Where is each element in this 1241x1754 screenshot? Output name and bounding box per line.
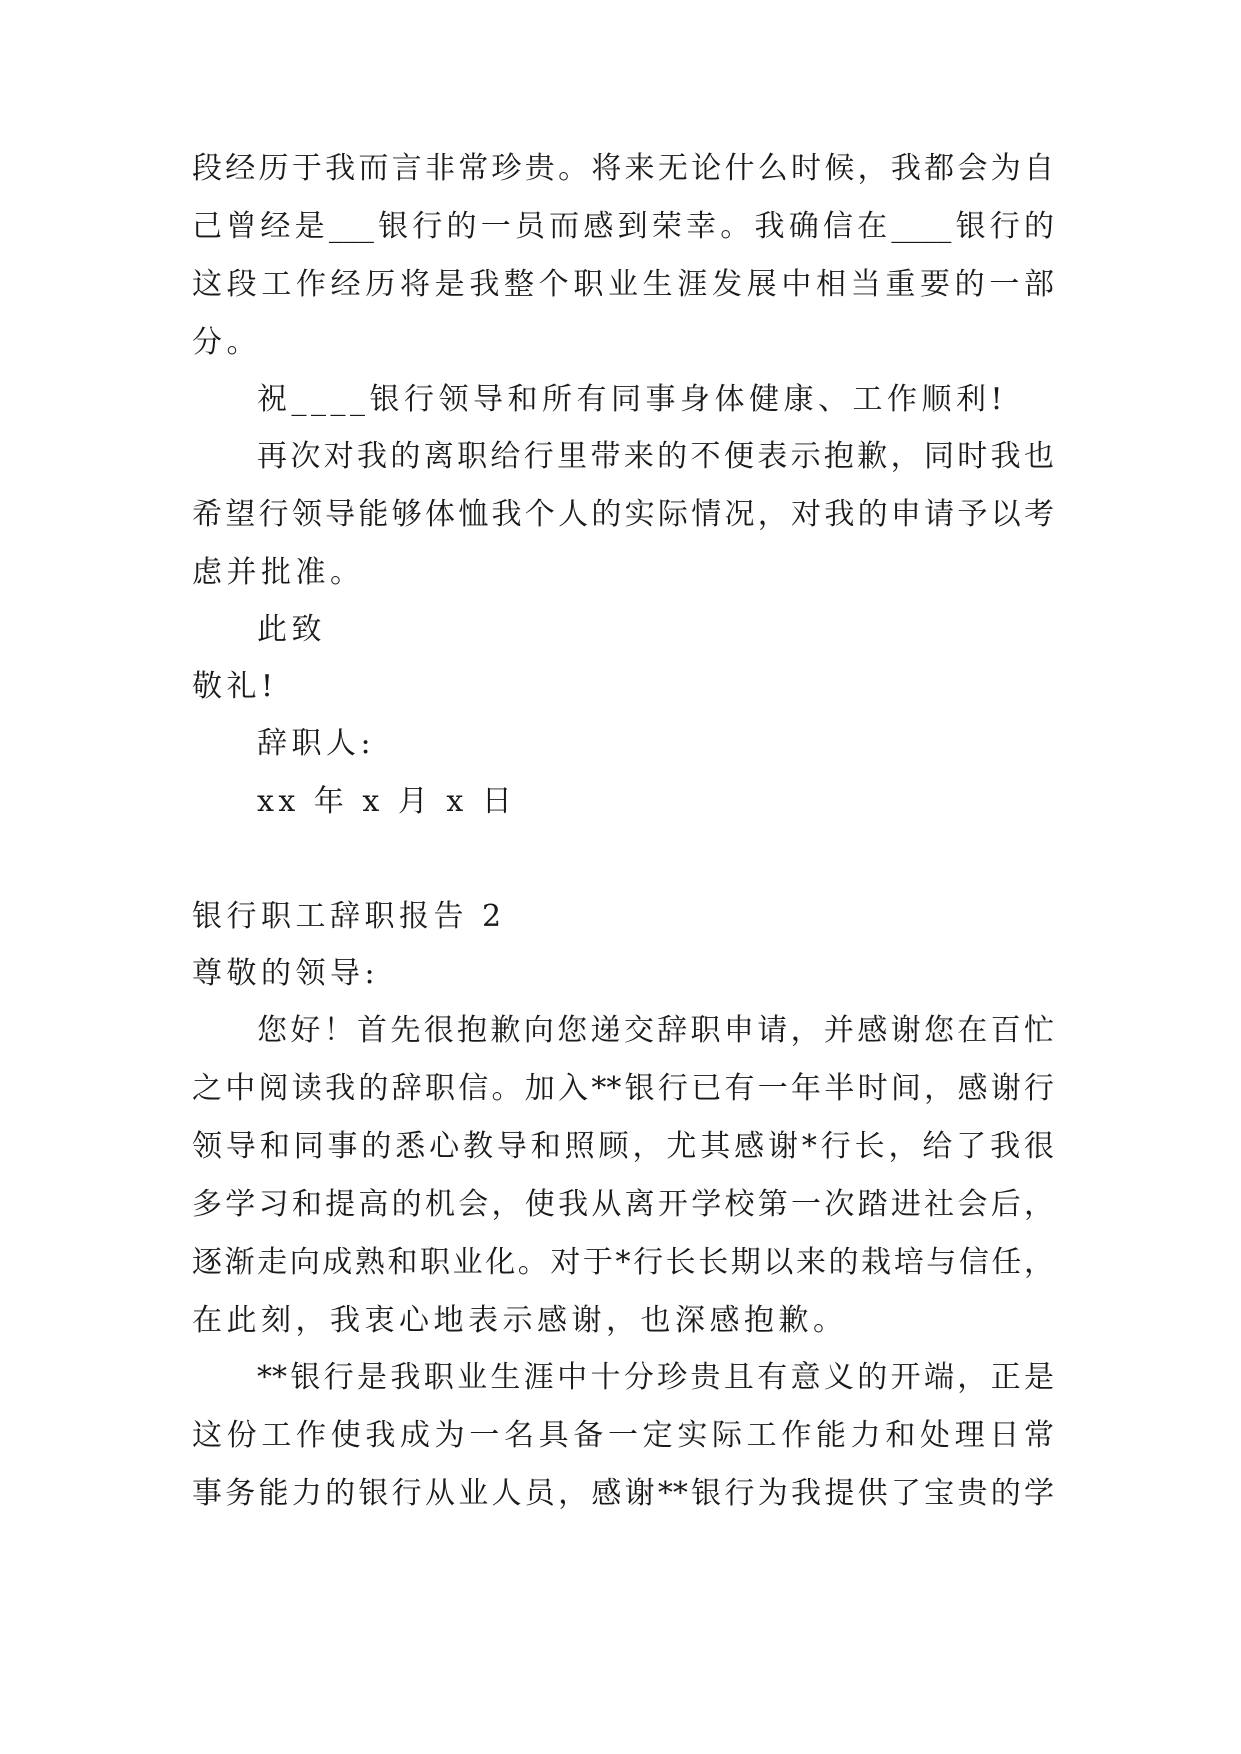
body-text-line: 逐渐走向成熟和职业化。对于*行长长期以来的栽培与信任，	[192, 1245, 1054, 1280]
body-text-line: 己曾经是___银行的一员而感到荣幸。我确信在____银行的	[192, 209, 1054, 244]
section-title: 银行职工辞职报告 2	[192, 899, 506, 934]
body-text-line: 事务能力的银行从业人员，感谢**银行为我提供了宝贵的学	[192, 1476, 1054, 1511]
body-text-line: **银行是我职业生涯中十分珍贵且有意义的开端，正是	[257, 1360, 1054, 1395]
body-text-line: 之中阅读我的辞职信。加入**银行已有一年半时间，感谢行	[192, 1071, 1054, 1106]
body-text-line: 虑并批准。	[192, 555, 365, 590]
date-line: xx 年 x 月 x 日	[257, 784, 517, 819]
body-text-line: 段经历于我而言非常珍贵。将来无论什么时候，我都会为自	[192, 151, 1054, 186]
body-text-line: 再次对我的离职给行里带来的不便表示抱歉，同时我也	[257, 439, 1054, 474]
body-text-line: 领导和同事的悉心教导和照顾，尤其感谢*行长，给了我很	[192, 1129, 1054, 1164]
body-text-line: 这份工作使我成为一名具备一定实际工作能力和处理日常	[192, 1418, 1054, 1453]
body-text-line: 这段工作经历将是我整个职业生涯发展中相当重要的一部	[192, 267, 1054, 302]
signer-label: 辞职人:	[257, 726, 376, 761]
body-text-line: 在此刻，我衷心地表示感谢，也深感抱歉。	[192, 1303, 848, 1338]
wishes-line: 祝____银行领导和所有同事身体健康、工作顺利!	[257, 382, 1008, 417]
salutation: 尊敬的领导:	[192, 956, 380, 991]
body-text-line: 分。	[192, 325, 261, 360]
closing-line: 敬礼!	[192, 669, 278, 704]
body-text-line: 希望行领导能够体恤我个人的实际情况，对我的申请予以考	[192, 497, 1054, 532]
body-text-line: 您好！首先很抱歉向您递交辞职申请，并感谢您在百忙	[257, 1013, 1054, 1048]
closing-line: 此致	[257, 612, 326, 647]
body-text-line: 多学习和提高的机会，使我从离开学校第一次踏进社会后，	[192, 1187, 1054, 1222]
